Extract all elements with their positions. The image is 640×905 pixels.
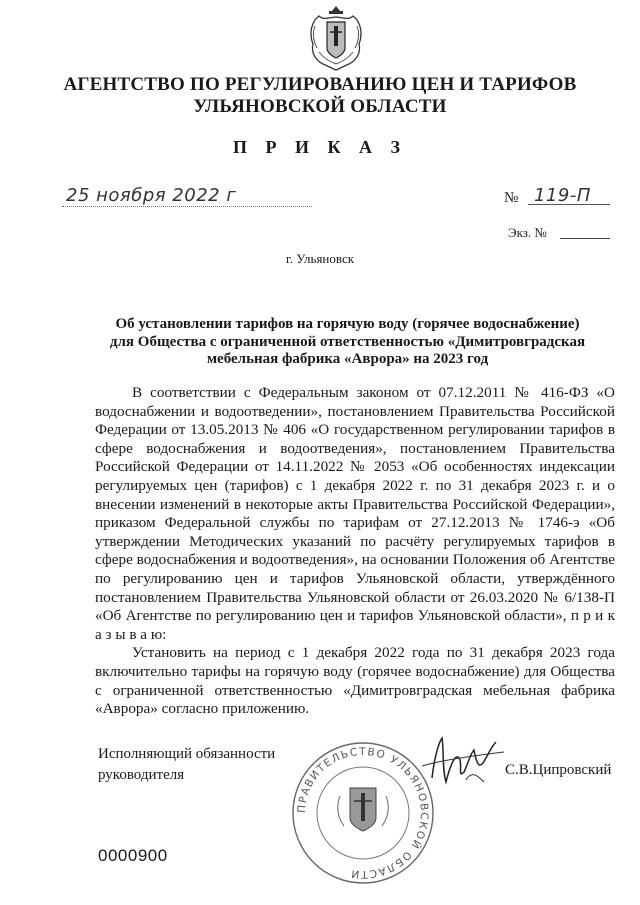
body-paragraph-2: Установить на период с 1 декабря 2022 года по 31 декабря 2023 года включительно тарифы на горячую воду (горячее водоснабжение) для Общества с ограниченной ответственностью «Димитровградская мебельная фабрика «Аврора» согласно приложению. — [95, 644, 615, 718]
agency-name — [60, 74, 580, 118]
copy-number-blank — [560, 238, 610, 239]
seal-text: ПРАВИТЕЛЬСТВО УЛЬЯНОВСКОЙ ОБЛАСТИ — [295, 745, 431, 881]
handwritten-number: 119-П — [534, 185, 591, 206]
agency-line-2: УЛЬЯНОВСКОЙ ОБЛАСТИ — [193, 96, 447, 117]
number-field — [528, 185, 610, 207]
signatory-name: С.В.Ципровский — [505, 762, 612, 778]
date-field — [62, 187, 312, 209]
body-paragraph-1: В соответствии с Федеральным законом от 07.12.2011 № 416-ФЗ «О водоснабжении и водоотведении», постановлением Правительства Российской Федерации от 13.05.2013 № 406 «О государственном регулировании тарифов в сфере водоснабжения и водоотведения», постановлением Правительства Российской Федерации от 14.11.2022 № 2053 «Об особенностях индексации регулируемых цен (тарифов) с 1 декабря 2022 г. по 31 декабря 2023 г. и о внесении изменений в некоторые акты Правительства Российской Федерации», приказом Федеральной службы по тарифам от 27.12.2013 № 1746-э «Об утверждении Методических указаний по расчёту регулируемых тарифов в сфере водоснабжения и водоотведения», на основании Положения об Агентстве по регулированию цен и тарифов Ульяновской области, утверждённого постановлением Правительства Ульяновской области от 26.03.2020 № 6/138-П «Об Агентстве по регулированию цен и тарифов Ульяновской области», п р и к а з ы в а ю: — [95, 384, 615, 643]
position-line-2: руководителя — [98, 767, 185, 783]
copy-number-label: Экз. № — [508, 225, 547, 240]
serial-number: 0000900 — [98, 846, 168, 865]
document-type: П Р И К А З — [232, 137, 408, 157]
number-label: № — [504, 190, 519, 206]
title-line-3: мебельная фабрика «Аврора» на 2023 год — [206, 351, 489, 367]
city: г. Ульяновск — [285, 251, 355, 266]
signatory-position — [98, 744, 275, 786]
order-title — [95, 316, 600, 369]
title-line-1: Об установлении тарифов на горячую воду (горячее водоснабжение) — [115, 316, 580, 332]
ulyanovsk-coat-of-arms-icon — [305, 4, 367, 72]
order-body — [95, 384, 615, 719]
agency-line-1: АГЕНТСТВО ПО РЕГУЛИРОВАНИЮ ЦЕН И ТАРИФОВ — [63, 74, 577, 95]
title-line-2: для Общества с ограниченной ответственностью «Димитровградская — [109, 333, 586, 350]
position-line-1: Исполняющий обязанности — [98, 746, 276, 762]
handwritten-date: 25 ноября 2022 г — [66, 185, 237, 206]
handwritten-signature-icon — [412, 730, 512, 790]
